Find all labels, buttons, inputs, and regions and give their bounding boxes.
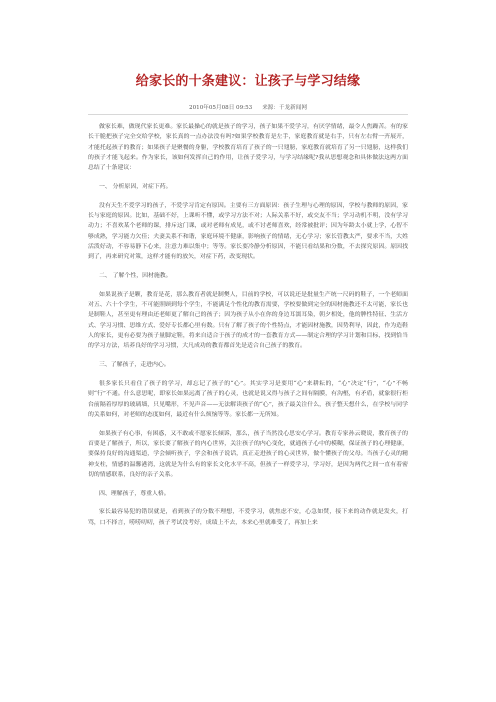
title-divider (88, 114, 408, 115)
section-heading: 一、 分析原因，对症下药。 (99, 183, 172, 190)
article-source: 来源：千龙新闻网 (262, 105, 307, 111)
body-paragraph: 如果说孩子是颗，教育是花，那么教育者就是制樊人，目前的学校，可以说还是批量生产统一尺码的鞋子，一个老师面对五、六十个学生，不可能照顾到每个学生，不能满足个性化的教育需要，学校要做到完全的因材施教还不太可能，家长也是制鞋人，甚至更有理由还老师更了解自己的孩子；因为孩子从小在你的身边耳濡耳染，朝夕相处，他的脾性特征、生活方式、学习习惯、思维方式、爱好专长都心里有数。只有了解了孩子的个性特点，才能因材施教，因势利导，因此，作为造鞋人的家长，更有必要为孩子量脚定鞋，将来自适合于孩子的成才的一套教育方式——制定合理的学习计划和目标，找到恰当的学习方法，培养良好的学习习惯，大凡成功的教育都首先是适合自己孩子的教育。 (88, 291, 408, 350)
article-body (88, 122, 408, 537)
section-heading: 四、理解孩子，尊重人格。 (99, 490, 170, 497)
body-paragraph: 家长最容易犯的错误就是，看到孩子的分数不理想，不爱学习，就焦虑不安，心急如焚，接下来的动作就是发火，打骂，口不择言，唠唠叨叨，孩子考试没考好，成绩上不去，本来心里就难受了，再加上来 (88, 509, 408, 526)
article-meta (0, 103, 496, 111)
body-paragraph: 如果孩子有心事，有困惑，又不敢或不愿家长倾诉，那么，孩子当然没心思安心学习。教育专家孙云晓说，教育孩子的首要是了解孩子，所以，家长要了解孩子的内心世界，关注孩子的内心变化，就通孩子心中的模糊，保证孩子的心理健康，要保持良好的沟通渠道，学会倾听孩子，学会和孩子说话，真正走进孩子的心灵世界，做个懂孩子的父母。当孩子心灵的精神支柱，情感的温馨港湾，这就是为什么有的家长文化水平不高，但孩子一样爱学习，学习好，是因为两代之间一直有着密切的情感联系，良好的亲子关系。 (88, 430, 408, 478)
publish-date: 2010年05月08日 09:53 (189, 105, 253, 111)
intro-paragraph: 做家长难，做现代家长更难。家长最操心的就是孩子的学习，孩子如果不爱学习，有厌学情绪，最令人焦躁苦。有的家长干脆把孩子完全交给学校，家长真的一点办法没有吗?如果学校教育是左手，家庭教育就是右手，只有左右臂一齐展开，才能托起孩子的教育；如果孩子是聚餐的身躯，学校教育培育了孩子的一只翅膀，家庭教育就培育了另一只翅膀，这样我们的孩子才能飞起来。作为家长，该如何发挥自己的作用，让孩子爱学习，与学习结缘呢?我从思想观念和具体做法这两方面总结了十条建议： (88, 124, 408, 172)
article-title: 给家长的十条建议：让孩子与学习结缘 (135, 74, 361, 89)
body-paragraph: 没有天生不爱学习的孩子，不爱学习肯定有原因。主要有三方面原因：孩子生理与心理的原因，学校与教师的原因，家长与家庭的原因。比如，基础不好，上课听不懂，或学习方法不对；人际关系不好，或交友不当；学习动机不明，没有学习动力；不喜欢某个老师的课，排斥这门课，或对老师有成见，或不讨老师喜欢，经常被批评；因为年龄太小就上学，心智不够成熟，学习能力欠佳；夫妻关系不和谐，家庭环境不健康，影响孩子的情绪，无心学习；家长管教太严，要求不当，大姓活泼好动，不容易静下心来，注意力难以集中；等等。家长要冷静分析原因，不能只看结果和分数，不去探究原因。原因找到了，再来研究对策，这样才能有的放矢，对症下药，改变现状。 (88, 202, 408, 261)
section-heading: 二、 了解个性，因材施教。 (99, 273, 172, 280)
section-heading: 三、了解孩子，走进内心。 (99, 362, 170, 369)
body-paragraph: 很多家长只看住了孩子的学习，却忘记了孩子的“心”。其实学习是要用“心”来耕耘的，“心”决定“行”，“心”不畅则“行”不通。什么意思呢，即家长如果远离了孩子的心灵，也就是说又得与孩子之间有隔膜，有沟壑，有矛盾，就象很行柜台前隔着厚厚的玻璃墙，只见嘴形，不见声音——无法解读孩子的“心”，孩子最关注什么，孩子整天想什么，在学校与同学的关系如何，对老师的态度如何，最近有什么烦恼等等。家长都一无所知。 (88, 380, 408, 418)
